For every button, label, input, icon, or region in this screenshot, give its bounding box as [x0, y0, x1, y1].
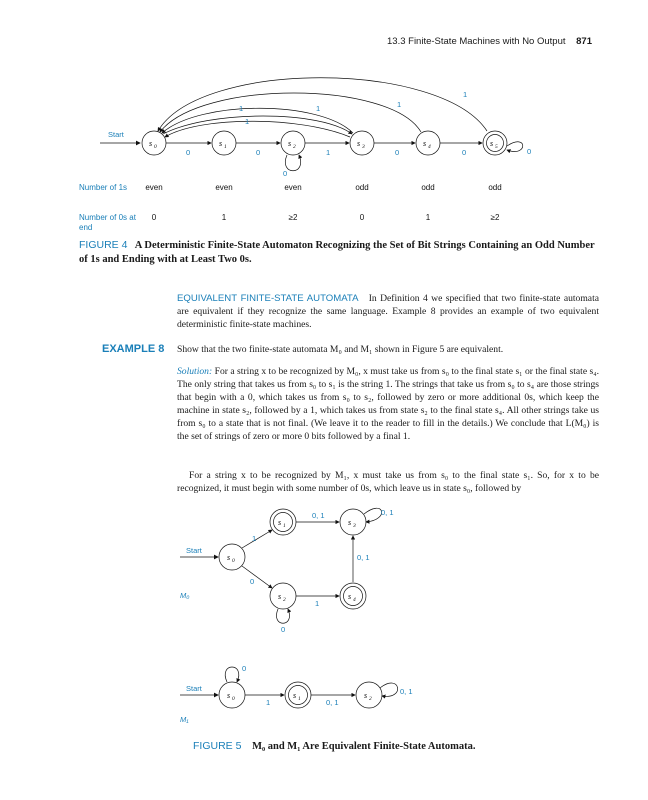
- section-text: In Definition 4 we specified that two finite-state automata are equivalent if they recognize the same language. Example 8 provides an example of two equivalent deterministic finite-state machines.: [177, 293, 599, 330]
- svg-text:s: s: [219, 139, 223, 148]
- svg-text:s: s: [357, 139, 361, 148]
- m1-label-t01: 1: [266, 698, 271, 707]
- section-title: 13.3 Finite-State Machines with No Output: [387, 36, 566, 47]
- fig4-label-t45: 0: [462, 148, 467, 157]
- m0-name: M₀: [180, 591, 190, 600]
- svg-text:1: 1: [298, 696, 301, 702]
- svg-text:5: 5: [495, 144, 498, 150]
- fig4-row2-s0: 0: [151, 213, 157, 222]
- m1-state-s1: [285, 682, 311, 708]
- fig4-row1-s5: odd: [488, 183, 502, 192]
- m0-edge-s0-s2: [242, 566, 272, 588]
- figure-4-caption-text: A Deterministic Finite-State Automaton Recognizing the Set of Bit Strings Containing an Odd Number of 1s and Ending with at Least Two 0s.: [79, 240, 595, 265]
- fig4-row1-s1: even: [215, 183, 233, 192]
- fig4-row2-s3: 0: [359, 213, 365, 222]
- fig4-row2-s5: ≥2: [490, 213, 500, 222]
- svg-text:s: s: [293, 691, 297, 700]
- fig4-row1-label: Number of 1s: [79, 183, 128, 192]
- fig4-label-t50: 1: [463, 90, 468, 99]
- m1-name: M₁: [180, 715, 189, 724]
- svg-text:s: s: [490, 139, 494, 148]
- example-label: EXAMPLE 8: [102, 343, 165, 355]
- figure-5-caption-text: M₀ and M₁ Are Equivalent Finite-State Automata.: [252, 741, 476, 752]
- fig4-label-t55: 0: [527, 147, 532, 156]
- fig4-label-t23: 1: [326, 148, 331, 157]
- m0-edge-s0-s1: [242, 530, 272, 548]
- fig4-row2-s4: 1: [425, 213, 431, 222]
- m0-label-t22: 0: [281, 625, 286, 634]
- svg-text:0: 0: [232, 696, 235, 702]
- example-statement: Show that the two finite-state automata M₀ and M₁ shown in Figure 5 are equivalent.: [177, 344, 504, 355]
- svg-text:1: 1: [224, 144, 227, 150]
- m0-label-t02: 0: [250, 577, 255, 586]
- svg-text:4: 4: [353, 597, 356, 603]
- figure-5-label: FIGURE 5: [193, 740, 242, 752]
- m0-state-s3: [340, 509, 366, 535]
- svg-text:3: 3: [353, 523, 356, 529]
- page-number: 871: [576, 36, 592, 47]
- figure-5-caption: [193, 740, 475, 752]
- m1-loop-s2: [380, 683, 398, 696]
- svg-text:s: s: [288, 139, 292, 148]
- svg-text:2: 2: [369, 696, 372, 702]
- svg-text:2: 2: [283, 597, 286, 603]
- svg-text:s: s: [227, 553, 231, 562]
- svg-text:s: s: [348, 592, 352, 601]
- svg-text:3: 3: [362, 144, 365, 150]
- svg-text:s: s: [227, 691, 231, 700]
- m1-loop-s0: [225, 667, 239, 682]
- m0-state-s1: [270, 509, 296, 535]
- fig4-label-t40: 1: [397, 100, 402, 109]
- fig4-row1-s4: odd: [421, 183, 435, 192]
- m0-loop-s3: [364, 508, 382, 522]
- m0-label-t24: 1: [315, 599, 320, 608]
- m0-state-s2: [270, 583, 296, 609]
- m0-label-t01: 1: [252, 534, 257, 543]
- m1-state-s2: [356, 682, 382, 708]
- solution-label: Solution:: [177, 366, 213, 377]
- fig4-label-t34: 0: [395, 148, 400, 157]
- fig4-label-t30: 1: [316, 104, 321, 113]
- fig4-label-t12: 0: [256, 148, 261, 157]
- svg-text:1: 1: [283, 523, 286, 529]
- m0-state-s4: [340, 583, 366, 609]
- m0-label-t34: 0, 1: [357, 553, 370, 562]
- m1-label-t22: 0, 1: [400, 687, 413, 696]
- figure-4-label: FIGURE 4: [79, 239, 128, 251]
- fig4-label-t22: 0: [283, 169, 288, 178]
- fig4-row1-s0: even: [145, 183, 163, 192]
- solution-text-1: For a string x to be recognized by M₀, x must take us from s₀ to the final state s₁ or the final state s₄. The only string that takes us from s₀ to s₁ is the string 1. The strings that take us from s₀ to s₄ are those strings that begin with a 0, which takes us from s₀ to s₂, followed by zero or more additional 0s, which keep the machine in state s₂, followed by a 1, which takes us from state s₂ to the final state s₄. All other strings take us from s₀ to a state that is not final. (We leave it to the reader to fill in the details.) We conclude that L(M₀) is the set of strings of zero or more 0 bits followed by a final 1.: [177, 366, 599, 442]
- svg-text:4: 4: [428, 144, 431, 150]
- svg-text:s: s: [364, 691, 368, 700]
- svg-text:0: 0: [154, 144, 157, 150]
- svg-text:s: s: [278, 518, 282, 527]
- fig4-row2-s2: ≥2: [288, 213, 298, 222]
- fig4-label-t01: 0: [186, 148, 191, 157]
- fig4-label-t13: 1: [239, 104, 244, 113]
- svg-text:s: s: [348, 518, 352, 527]
- m0-start-label: Start: [186, 546, 202, 555]
- svg-text:s: s: [278, 592, 282, 601]
- m1-label-t00: 0: [242, 664, 247, 673]
- fig4-row2-label: Number of 0s at end: [79, 213, 136, 232]
- m0-state-s0: [219, 544, 245, 570]
- m1-state-s0: [219, 682, 245, 708]
- m1-start-label: Start: [186, 684, 202, 693]
- fig4-start-label: Start: [108, 130, 124, 139]
- m0-loop-s2: [276, 609, 289, 623]
- svg-text:s: s: [423, 139, 427, 148]
- solution-paragraph-2: For a string x to be recognized by M₁, x must take us from s₀ to the final state s₁. So, for x to be recognized, it must begin with some number of 0s, which leave us in state s₀, followed by: [177, 470, 599, 494]
- svg-text:2: 2: [293, 144, 296, 150]
- svg-text:0: 0: [232, 558, 235, 564]
- m0-label-t33: 0, 1: [381, 508, 394, 517]
- fig4-row2-s1: 1: [221, 213, 227, 222]
- fig4-row1-s3: odd: [355, 183, 369, 192]
- fig4-label-t20: 1: [245, 117, 250, 126]
- m0-label-t13: 0, 1: [312, 511, 325, 520]
- m1-label-t12: 0, 1: [326, 698, 339, 707]
- fig4-row1-s2: even: [284, 183, 302, 192]
- section-heading: EQUIVALENT FINITE-STATE AUTOMATA: [177, 293, 359, 304]
- svg-text:s: s: [149, 139, 153, 148]
